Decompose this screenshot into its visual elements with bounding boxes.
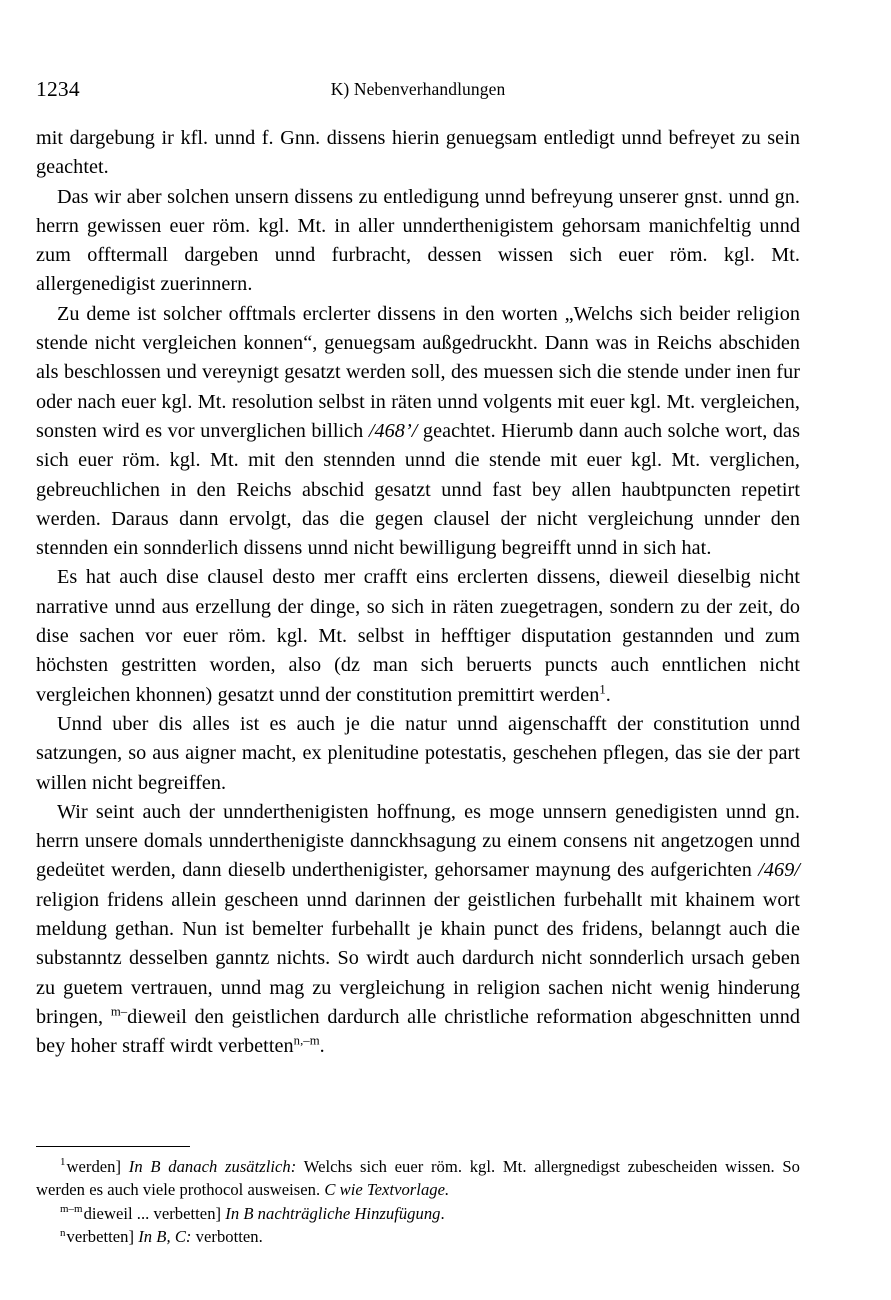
running-head [36,76,800,102]
footnote-1-lemma: werden] [66,1157,122,1176]
page-number: 1234 [36,77,80,101]
footnote-item-3 [36,1225,800,1248]
paragraph-3-text-part-1: Zu deme ist solcher offtmals erclerter dissens in den worten „Welchs sich beider religion stende nicht vergleichen konnen“, genuegsam außgedruckht. Dann was in Reichs abschiden als beschlossen und vereynigt gesatzt werden soll, des muessen sich die stende under inen fur oder nach euer kgl. Mt. resolution selbst in räten unnd volgents mit euer kgl. Mt. vergleichen, sonsten wird es vor unverglichen billich [36,302,800,442]
footnote-item-1 [36,1155,800,1202]
footnote-1-source-note: In B danach zusätzlich: [121,1157,297,1176]
footnote-marker-1: 1 [60,1156,66,1169]
folio-marker-468: /468’/ [368,419,418,442]
paragraph-6 [36,798,800,1062]
footnote-marker-n: n [60,1226,66,1239]
paragraph-2-text: Das wir aber solchen unsern dissens zu entledigung unnd befreyung unserer gnst. unnd gn. herrn gewissen euer röm. kgl. Mt. in aller unnderthenigistem gehorsam manichfeltig unnd zum offtermall dargeben unnd furbracht, dessen wissen sich euer röm. kgl. Mt. allergenedigist zuerinnern. [36,185,800,296]
footnote-1-trailer: C wie Textvorlage. [320,1180,450,1200]
footnote-item-2 [36,1202,800,1225]
footnote-reference-m-open[interactable]: m– [110,1004,128,1019]
paragraph-4-text-part-2: . [605,683,611,706]
paragraph-6-text-part-4: . [319,1035,325,1058]
paragraph-4 [36,563,800,709]
paragraph-5-text: Unnd uber dis alles ist es auch je die natur unnd aigenschafft der constitution unnd satzungen, so aus aigner macht, ex plenitudine potestatis, geschehen pflegen, das sie der part willen nicht begreiffen. [36,712,800,794]
footnote-reference-n-m-close[interactable]: n,–m [293,1033,320,1048]
paragraph-5 [36,710,800,798]
paragraph-6-text-part-1: Wir seint auch der unnderthenigisten hoffnung, es moge unnsern genedigisten unnd gn. herrn unsere domals unnderthenigiste dannckhsagung zu einem consens nit angetzogen unnd gedeütet werden, dann dieselb underthenigister, gehorsamer maynung des aufgerichten [36,800,800,882]
paragraph-3 [36,300,800,564]
footnote-3-source-note: In B, C: [134,1227,192,1247]
paragraph-1-text: mit dargebung ir kfl. unnd f. Gnn. dissens hierin genuegsam entledigt unnd befreyet zu sein geachtet. [36,127,800,179]
body-text-block [36,124,800,1062]
footnote-apparatus [36,1146,800,1249]
folio-marker-469: /469/ [758,859,800,882]
footnote-3-content: verbotten. [191,1227,263,1247]
paragraph-1 [36,124,800,183]
paragraph-6-text-part-3: dieweil den geistlichen dardurch alle christliche reformation abgeschnitten unnd bey hoher straff wirdt verbetten [36,1005,800,1058]
paragraph-6-text-part-2: religion fridens allein gescheen unnd darinnen der geistlichen furbehallt mit khainem wort meldung gethan. Nun ist bemelter furbehallt je khain punct des fridens, belanngt auch die substanntz desselben ganntz nichts. So wirdt auch dardurch nicht sonnderlich ursach geben zu guetem vertrauen, unnd mag zu vergleichung in religion sachen nicht wenig hinderung bringen, [36,888,800,1028]
footnote-separator-rule [36,1146,190,1147]
footnote-reference-1[interactable]: 1 [599,681,606,696]
footnote-2-lemma: dieweil ... verbetten] [83,1203,222,1223]
running-head-title: K) Nebenverhandlungen [330,79,506,99]
footnote-2-source-note: In B nachträgliche Hinzufügung [221,1203,441,1223]
paragraph-2 [36,183,800,300]
footnote-1-content: Welchs sich euer röm. kgl. Mt. allergnedigst zubescheiden wissen. So werden es auch viele prothocol ausweisen. [36,1157,801,1200]
footnote-marker-m-m: m–m [60,1203,83,1216]
paragraph-3-text-part-2: geachtet. Hierumb dann auch solche wort, das sich euer röm. kgl. Mt. mit den stennden unnd die stende mit euer kgl. Mt. verglichen, gebreuchlichen in den Reichs abschid gesatzt unnd fast bey allen haubtpuncten repetirt werden. Daraus dann ervolgt, das die gegen clausel der nicht vergleichung unnder den stennden ein sonnderlich dissens unnd nicht bewilligung begreifft unnd in sich hat. [36,419,800,560]
footnote-3-lemma: verbetten] [66,1227,135,1247]
footnote-2-content: . [440,1203,445,1223]
paragraph-4-text-part-1: Es hat auch dise clausel desto mer crafft eins erclerten dissens, dieweil dieselbig nicht narrative unnd aus erzellung der dinge, so sich in räten zuegetragen, sondern zu der zeit, do dise sachen vor euer röm. kgl. Mt. selbst in hefftiger disputation gestannden und zum höchsten gestritten worden, also (dz man sich beruerts puncts auch enntlichen nicht vergleichen khonnen) gesatzt unnd der constitution premittirt werden [36,566,800,706]
